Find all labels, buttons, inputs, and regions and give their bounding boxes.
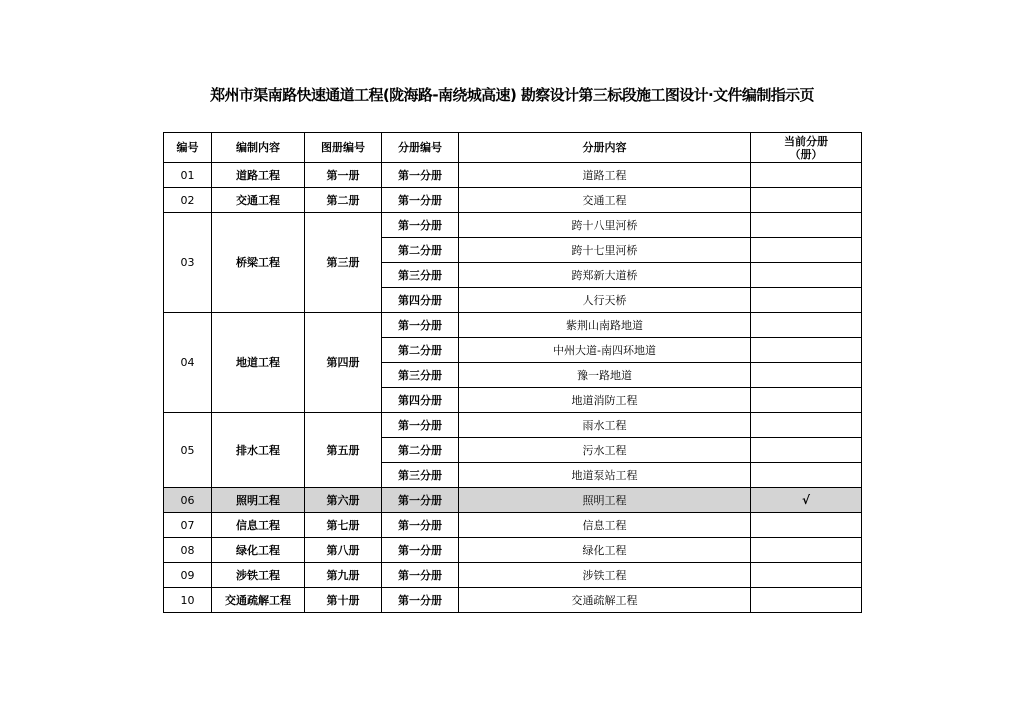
cell-subcontent: 人行天桥 — [459, 288, 751, 313]
table-row — [164, 588, 862, 613]
table-row — [164, 163, 862, 188]
cell-subcontent: 雨水工程 — [459, 413, 751, 438]
page-title: 郑州市渠南路快速通道工程(陇海路-南绕城高速) 勘察设计第三标段施工图设计·文件编制指示页 — [210, 86, 814, 104]
cell-content: 道路工程 — [212, 163, 305, 188]
cell-volume: 第三册 — [305, 213, 382, 313]
header-current-line1: 当前分册 — [784, 134, 828, 148]
cell-current — [751, 463, 862, 488]
cell-subcontent: 跨十七里河桥 — [459, 238, 751, 263]
cell-subvolume: 第一分册 — [382, 538, 459, 563]
cell-volume: 第一册 — [305, 163, 382, 188]
header-subcontent: 分册内容 — [459, 133, 751, 163]
header-no: 编号 — [164, 133, 212, 163]
cell-subvolume: 第一分册 — [382, 188, 459, 213]
cell-current — [751, 513, 862, 538]
cell-current — [751, 163, 862, 188]
cell-subcontent: 照明工程 — [459, 488, 751, 513]
cell-current — [751, 213, 862, 238]
cell-volume: 第四册 — [305, 313, 382, 413]
cell-subcontent: 紫荆山南路地道 — [459, 313, 751, 338]
cell-current — [751, 238, 862, 263]
table-row — [164, 488, 862, 513]
cell-current — [751, 263, 862, 288]
header-subvolume: 分册编号 — [382, 133, 459, 163]
cell-subcontent: 地道消防工程 — [459, 388, 751, 413]
cell-subcontent: 涉铁工程 — [459, 563, 751, 588]
cell-subcontent: 中州大道-南四环地道 — [459, 338, 751, 363]
cell-subvolume: 第二分册 — [382, 238, 459, 263]
cell-subcontent: 地道泵站工程 — [459, 463, 751, 488]
cell-subcontent: 交通疏解工程 — [459, 588, 751, 613]
cell-no: 01 — [164, 163, 212, 188]
cell-content: 绿化工程 — [212, 538, 305, 563]
cell-current — [751, 388, 862, 413]
cell-subvolume: 第一分册 — [382, 588, 459, 613]
cell-no: 05 — [164, 413, 212, 488]
current-check-mark: √ — [801, 492, 810, 507]
cell-volume: 第七册 — [305, 513, 382, 538]
table-row — [164, 313, 862, 338]
cell-subvolume: 第三分册 — [382, 263, 459, 288]
cell-current — [751, 188, 862, 213]
cell-volume: 第九册 — [305, 563, 382, 588]
cell-no: 07 — [164, 513, 212, 538]
cell-content: 涉铁工程 — [212, 563, 305, 588]
cell-subcontent: 污水工程 — [459, 438, 751, 463]
cell-subvolume: 第二分册 — [382, 338, 459, 363]
table-row — [164, 563, 862, 588]
header-current-line2: （册） — [789, 147, 823, 161]
cell-subcontent: 豫一路地道 — [459, 363, 751, 388]
cell-no: 03 — [164, 213, 212, 313]
cell-subcontent: 交通工程 — [459, 188, 751, 213]
cell-content: 地道工程 — [212, 313, 305, 413]
cell-current — [751, 413, 862, 438]
cell-current — [751, 313, 862, 338]
cell-volume: 第二册 — [305, 188, 382, 213]
cell-volume: 第五册 — [305, 413, 382, 488]
cell-no: 08 — [164, 538, 212, 563]
cell-subvolume: 第三分册 — [382, 363, 459, 388]
cell-current — [751, 588, 862, 613]
cell-current — [751, 563, 862, 588]
cell-subvolume: 第二分册 — [382, 438, 459, 463]
cell-subvolume: 第一分册 — [382, 513, 459, 538]
cell-subvolume: 第三分册 — [382, 463, 459, 488]
table-body — [164, 163, 862, 613]
cell-current — [751, 438, 862, 463]
cell-content: 排水工程 — [212, 413, 305, 488]
cell-subvolume: 第一分册 — [382, 163, 459, 188]
cell-subcontent: 绿化工程 — [459, 538, 751, 563]
cell-volume: 第十册 — [305, 588, 382, 613]
cell-subvolume: 第四分册 — [382, 288, 459, 313]
cell-subvolume: 第一分册 — [382, 313, 459, 338]
cell-no: 10 — [164, 588, 212, 613]
cell-content: 信息工程 — [212, 513, 305, 538]
cell-no: 04 — [164, 313, 212, 413]
cell-current — [751, 538, 862, 563]
cell-subvolume: 第一分册 — [382, 213, 459, 238]
cell-subvolume: 第四分册 — [382, 388, 459, 413]
cell-subvolume: 第一分册 — [382, 488, 459, 513]
cell-content: 照明工程 — [212, 488, 305, 513]
cell-content: 交通工程 — [212, 188, 305, 213]
cell-subcontent: 跨郑新大道桥 — [459, 263, 751, 288]
cell-current — [751, 363, 862, 388]
table-row — [164, 538, 862, 563]
header-current — [751, 133, 862, 163]
table-row — [164, 213, 862, 238]
cell-subvolume: 第一分册 — [382, 563, 459, 588]
cell-subcontent: 道路工程 — [459, 163, 751, 188]
volume-index-table — [163, 132, 862, 613]
cell-subvolume: 第一分册 — [382, 413, 459, 438]
cell-content: 交通疏解工程 — [212, 588, 305, 613]
cell-current — [751, 288, 862, 313]
table-row — [164, 413, 862, 438]
cell-no: 09 — [164, 563, 212, 588]
cell-volume: 第八册 — [305, 538, 382, 563]
cell-no: 06 — [164, 488, 212, 513]
header-volume: 图册编号 — [305, 133, 382, 163]
header-content: 编制内容 — [212, 133, 305, 163]
table-row — [164, 188, 862, 213]
cell-subcontent: 信息工程 — [459, 513, 751, 538]
cell-content: 桥梁工程 — [212, 213, 305, 313]
cell-current — [751, 488, 862, 513]
table-header-row — [164, 133, 862, 163]
cell-no: 02 — [164, 188, 212, 213]
cell-current — [751, 338, 862, 363]
cell-subcontent: 跨十八里河桥 — [459, 213, 751, 238]
cell-volume: 第六册 — [305, 488, 382, 513]
table-row — [164, 513, 862, 538]
